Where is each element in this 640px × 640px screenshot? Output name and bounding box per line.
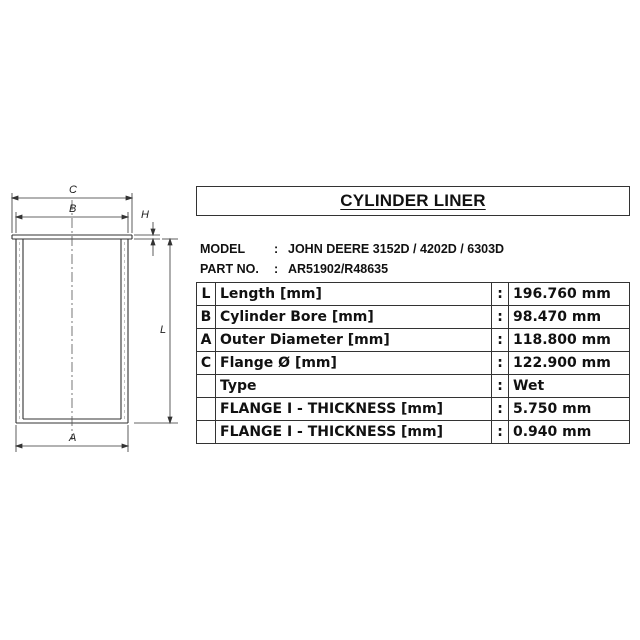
row-value: 98.470 mm [509, 306, 630, 329]
row-symbol: B [197, 306, 216, 329]
table-row [197, 352, 630, 375]
liner-drawing [0, 0, 196, 640]
page-title: CYLINDER LINER [340, 191, 486, 210]
row-label: Flange Ø [mm] [216, 352, 492, 375]
info-value: JOHN DEERE 3152D / 4202D / 6303D [288, 242, 505, 256]
dim-label-b: B [69, 203, 77, 215]
row-colon: : [492, 398, 509, 421]
info-part-no [200, 262, 388, 276]
row-label: Cylinder Bore [mm] [216, 306, 492, 329]
info-sep: : [274, 242, 279, 256]
table-row [197, 398, 630, 421]
dimension-h [134, 222, 160, 256]
dim-label-c: C [69, 184, 77, 196]
row-colon: : [492, 283, 509, 306]
info-model [200, 242, 504, 256]
row-value: 196.760 mm [509, 283, 630, 306]
table-row [197, 375, 630, 398]
row-label: FLANGE I - THICKNESS [mm] [216, 421, 492, 444]
table-row [197, 421, 630, 444]
table-row [197, 283, 630, 306]
row-symbol [197, 421, 216, 444]
row-symbol: C [197, 352, 216, 375]
dim-label-a: A [69, 432, 77, 444]
table-row [197, 329, 630, 352]
spec-table [196, 282, 630, 444]
row-symbol [197, 375, 216, 398]
row-label: Length [mm] [216, 283, 492, 306]
row-symbol [197, 398, 216, 421]
info-key: PART NO. [200, 262, 259, 276]
info-key: MODEL [200, 242, 246, 256]
row-value: 5.750 mm [509, 398, 630, 421]
row-symbol: L [197, 283, 216, 306]
row-label: FLANGE I - THICKNESS [mm] [216, 398, 492, 421]
row-symbol: A [197, 329, 216, 352]
table-row [197, 306, 630, 329]
row-value: 122.900 mm [509, 352, 630, 375]
row-colon: : [492, 375, 509, 398]
info-sep: : [274, 262, 279, 276]
dim-label-l: L [160, 324, 167, 336]
dim-label-h: H [141, 209, 149, 221]
row-value: 0.940 mm [509, 421, 630, 444]
row-colon: : [492, 352, 509, 375]
row-value: Wet [509, 375, 630, 398]
row-colon: : [492, 306, 509, 329]
row-value: 118.800 mm [509, 329, 630, 352]
row-label: Type [216, 375, 492, 398]
info-value: AR51902/R48635 [288, 262, 389, 276]
row-colon: : [492, 329, 509, 352]
row-colon: : [492, 421, 509, 444]
title-box [196, 186, 630, 216]
dimension-l [134, 239, 178, 423]
row-label: Outer Diameter [mm] [216, 329, 492, 352]
